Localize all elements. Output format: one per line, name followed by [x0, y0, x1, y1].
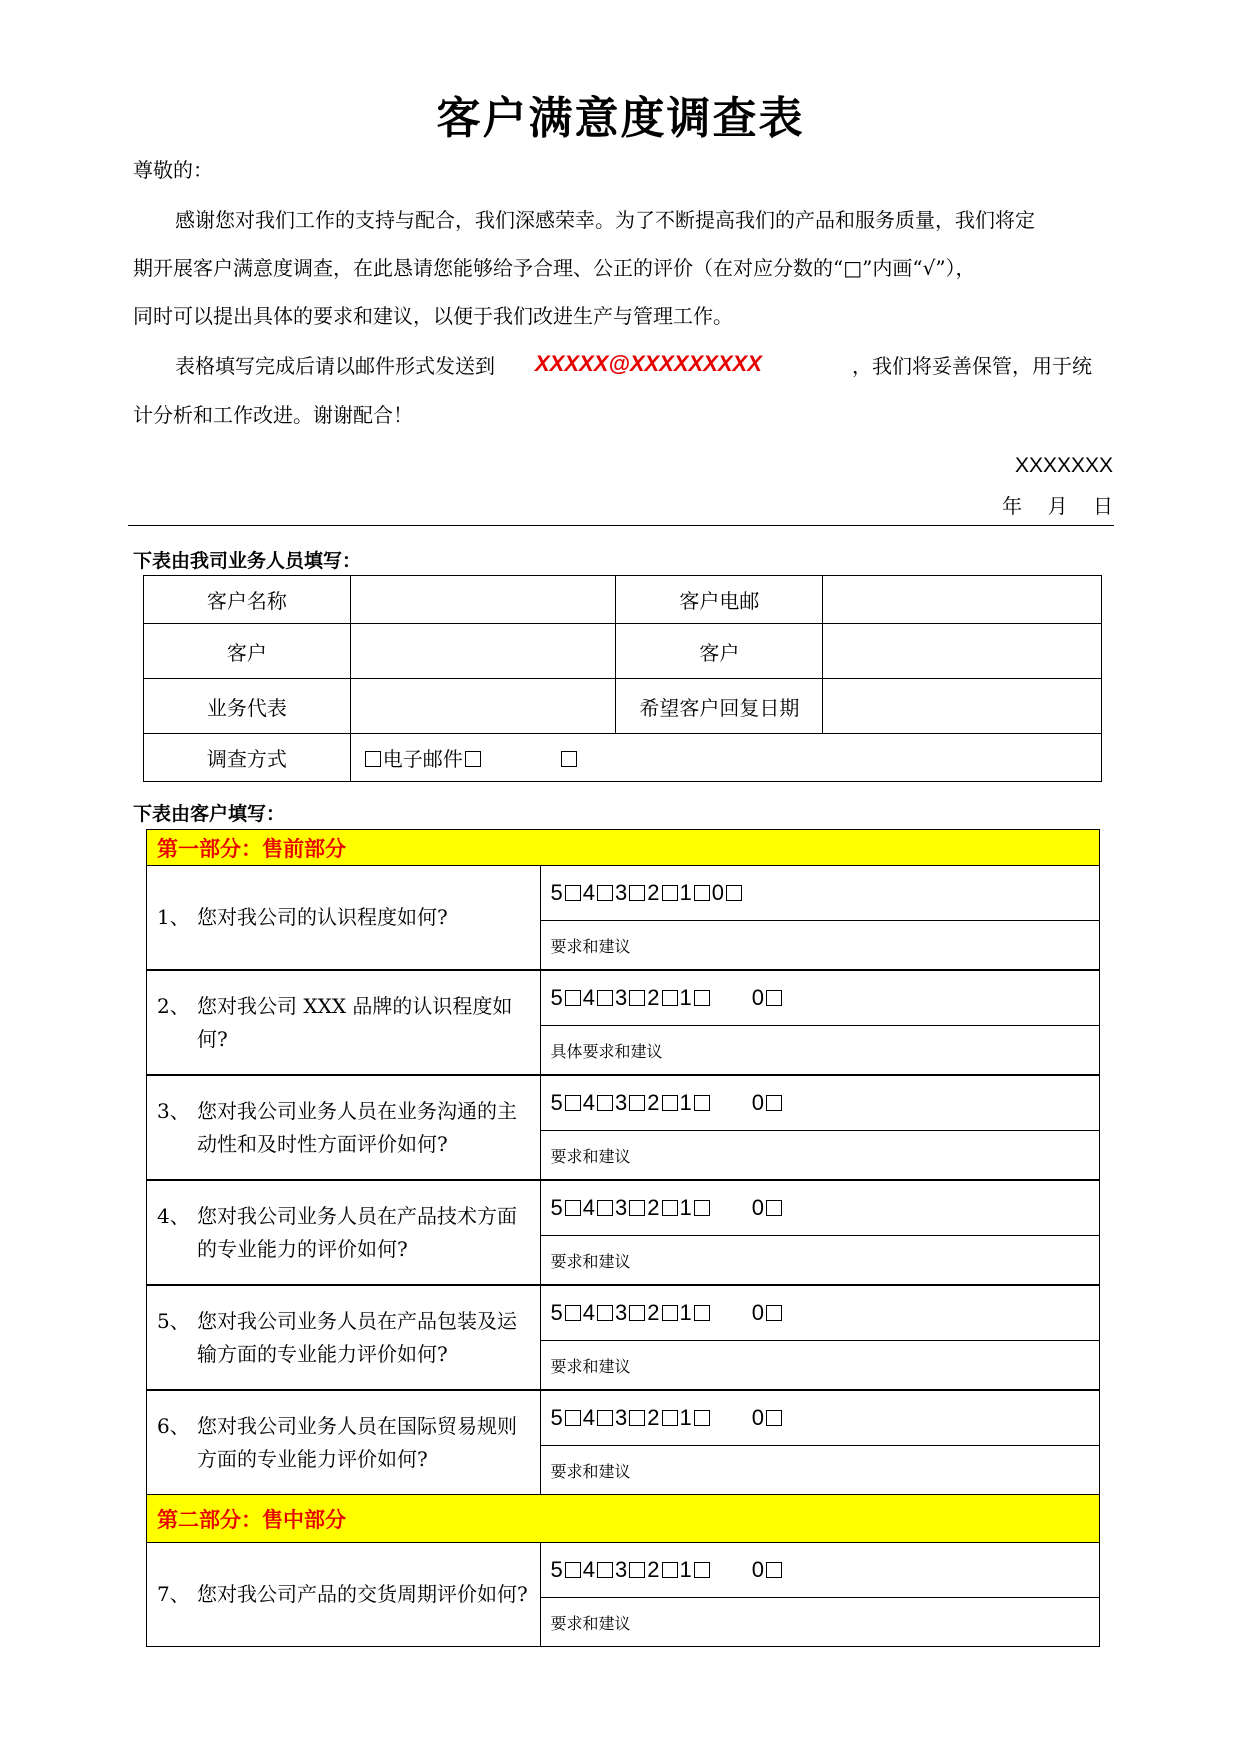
- score-4: 4: [582, 1405, 595, 1430]
- survey-method-options: [350, 734, 1101, 782]
- intro-line-2: 期开展客户满意度调查，在此恳请您能够给予合理、公正的评价（在对应分数的“□”内画“√”），: [133, 256, 976, 280]
- checkbox[interactable]: [465, 751, 481, 767]
- score-1: 1: [679, 1300, 692, 1325]
- question-cell: [147, 971, 541, 1075]
- suggestion-label: 具体要求和建议: [550, 1041, 663, 1061]
- score-3: 3: [615, 1090, 628, 1115]
- score-2: 2: [647, 880, 660, 905]
- question-text: 您对我公司业务人员在业务沟通的主动性和及时性方面评价如何?: [197, 1098, 517, 1156]
- score-options: [540, 1181, 1100, 1236]
- checkbox[interactable]: [629, 1562, 645, 1578]
- suggestion-label: 要求和建议: [550, 1461, 631, 1481]
- survey-method-label: 调查方式: [144, 734, 351, 782]
- score-4: 4: [582, 880, 596, 905]
- score-3: 3: [615, 880, 628, 905]
- score-0: 0: [711, 880, 725, 905]
- score-4: 4: [582, 985, 596, 1010]
- checkbox[interactable]: [629, 990, 645, 1006]
- question-number: 4、: [157, 1203, 190, 1228]
- checkbox[interactable]: [597, 1200, 613, 1216]
- score-3: 3: [615, 1557, 628, 1582]
- suggestion-field[interactable]: [540, 1131, 1100, 1180]
- checkbox[interactable]: [662, 1410, 678, 1426]
- question-cell: [147, 1391, 541, 1495]
- score-2: 2: [647, 1557, 660, 1582]
- question-cell: [147, 1076, 541, 1180]
- checkbox[interactable]: [766, 990, 782, 1006]
- customer-email-label: 客户电邮: [616, 576, 823, 624]
- checkbox[interactable]: [597, 1410, 613, 1426]
- checkbox[interactable]: [694, 1200, 710, 1216]
- part2-band: [146, 1494, 1100, 1543]
- suggestion-label: 要求和建议: [550, 1251, 631, 1271]
- score-3: 3: [615, 1195, 628, 1220]
- customer-field-b[interactable]: [823, 624, 1102, 679]
- checkbox[interactable]: [694, 1562, 710, 1578]
- checkbox[interactable]: [694, 1095, 710, 1111]
- checkbox[interactable]: [766, 1305, 782, 1321]
- question-block: [146, 970, 1100, 1075]
- checkbox[interactable]: [694, 1305, 710, 1321]
- question-block: [146, 1285, 1100, 1390]
- question-text: 您对我公司 XXX 品牌的认识程度如何?: [197, 993, 513, 1051]
- question-block: [146, 1180, 1100, 1285]
- score-0: 0: [751, 1557, 764, 1582]
- customer-label-a: 客户: [144, 624, 351, 679]
- question-block: [146, 865, 1100, 970]
- intro-line-1: 感谢您对我们工作的支持与配合，我们深感荣幸。为了不断提高我们的产品和服务质量，我们将定: [175, 208, 1035, 232]
- checkbox[interactable]: [565, 1095, 581, 1111]
- score-5: 5: [550, 1557, 563, 1582]
- checkbox[interactable]: [662, 990, 678, 1006]
- score-0: 0: [751, 1405, 764, 1430]
- checkbox[interactable]: [766, 1562, 782, 1578]
- customer-name-field[interactable]: [350, 576, 616, 624]
- question-number: 1、: [157, 905, 190, 929]
- checkbox[interactable]: [565, 1305, 581, 1321]
- checkbox[interactable]: [597, 885, 613, 901]
- question-text: 您对我公司的认识程度如何?: [197, 905, 448, 929]
- question-text: 您对我公司业务人员在产品技术方面的专业能力的评价如何?: [197, 1203, 517, 1261]
- suggestion-label: 要求和建议: [550, 1613, 631, 1633]
- checkbox[interactable]: [629, 1305, 645, 1321]
- score-0: 0: [751, 985, 765, 1010]
- staff-section-label: 下表由我司业务人员填写：: [133, 550, 362, 572]
- checkbox[interactable]: [565, 990, 581, 1006]
- question-number: 5、: [157, 1308, 190, 1333]
- suggestion-field[interactable]: [540, 1026, 1099, 1075]
- checkbox[interactable]: [726, 885, 742, 901]
- checkbox[interactable]: [629, 1095, 645, 1111]
- reply-date-field[interactable]: [823, 679, 1102, 734]
- suggestion-field[interactable]: [540, 1341, 1100, 1390]
- question-number: 2、: [157, 993, 190, 1018]
- suggestion-label: 要求和建议: [550, 1356, 631, 1376]
- score-3: 3: [615, 1300, 628, 1325]
- sales-rep-field[interactable]: [350, 679, 616, 734]
- customer-section-label: 下表由客户填写：: [133, 803, 286, 825]
- greeting: 尊敬的：: [133, 158, 213, 182]
- score-1: 1: [679, 1195, 692, 1220]
- question-block: [146, 1075, 1100, 1180]
- customer-field-a[interactable]: [350, 624, 616, 679]
- checkbox[interactable]: [662, 1562, 678, 1578]
- score-5: 5: [550, 985, 563, 1010]
- score-1: 1: [679, 880, 692, 905]
- question-cell: [147, 866, 541, 970]
- checkbox[interactable]: [766, 1200, 782, 1216]
- suggestion-label: 要求和建议: [550, 1146, 631, 1166]
- sales-rep-label: 业务代表: [144, 679, 351, 734]
- score-options: [540, 1076, 1100, 1131]
- score-0: 0: [751, 1090, 764, 1115]
- score-options: [540, 1286, 1100, 1341]
- checkbox[interactable]: [766, 1410, 782, 1426]
- score-options: [540, 866, 1099, 921]
- checkbox[interactable]: [694, 885, 710, 901]
- score-options: [540, 1391, 1100, 1446]
- intro-line-3: 同时可以提出具体的要求和建议，以便于我们改进生产与管理工作。: [133, 304, 733, 328]
- score-5: 5: [550, 880, 563, 905]
- checkbox[interactable]: [662, 1305, 678, 1321]
- score-2: 2: [647, 1300, 660, 1325]
- part2-title: 第二部分：售中部分: [147, 1495, 1100, 1543]
- page-title: 客户满意度调查表: [436, 93, 805, 144]
- checkbox[interactable]: [565, 1562, 581, 1578]
- checkbox[interactable]: [694, 990, 710, 1006]
- score-options: [540, 1543, 1100, 1598]
- checkbox[interactable]: [629, 885, 645, 901]
- checkbox[interactable]: [597, 1562, 613, 1578]
- checkbox[interactable]: [565, 885, 581, 901]
- send-prefix: 表格填写完成后请以邮件形式发送到: [175, 354, 495, 378]
- score-2: 2: [647, 985, 660, 1010]
- score-3: 3: [615, 985, 628, 1010]
- checkbox[interactable]: [662, 1095, 678, 1111]
- question-block: [146, 1390, 1100, 1495]
- suggestion-field[interactable]: [540, 1236, 1100, 1285]
- checkbox[interactable]: [597, 1095, 613, 1111]
- checkbox[interactable]: [694, 1410, 710, 1426]
- score-4: 4: [582, 1090, 595, 1115]
- score-1: 1: [679, 1557, 692, 1582]
- question-cell: [147, 1181, 541, 1285]
- send-line-2: 计分析和工作改进。谢谢配合！: [133, 403, 413, 427]
- score-2: 2: [647, 1195, 660, 1220]
- send-suffix: ，我们将妥善保管，用于统: [852, 354, 1092, 378]
- score-4: 4: [582, 1300, 595, 1325]
- checkbox[interactable]: [629, 1200, 645, 1216]
- suggestion-field[interactable]: [540, 1446, 1100, 1495]
- survey-table: [146, 829, 1100, 866]
- divider: [128, 525, 1114, 526]
- question-number: 7、: [157, 1582, 190, 1606]
- score-5: 5: [550, 1405, 563, 1430]
- customer-name-label: 客户名称: [144, 576, 351, 624]
- score-0: 0: [751, 1300, 764, 1325]
- score-options: [540, 971, 1099, 1026]
- staff-info-table: [143, 575, 1102, 782]
- checkbox[interactable]: [365, 751, 381, 767]
- score-5: 5: [550, 1300, 563, 1325]
- score-5: 5: [550, 1090, 563, 1115]
- question-number: 6、: [157, 1413, 190, 1438]
- question-cell: [147, 1286, 541, 1390]
- suggestion-field[interactable]: [540, 1598, 1100, 1647]
- checkbox[interactable]: [766, 1095, 782, 1111]
- checkbox[interactable]: [597, 990, 613, 1006]
- customer-email-field[interactable]: [823, 576, 1102, 624]
- checkbox[interactable]: [662, 885, 678, 901]
- checkbox[interactable]: [597, 1305, 613, 1321]
- checkbox[interactable]: [565, 1410, 581, 1426]
- score-2: 2: [647, 1405, 660, 1430]
- question-block: [146, 1542, 1100, 1647]
- checkbox[interactable]: [561, 751, 577, 767]
- checkbox[interactable]: [565, 1200, 581, 1216]
- customer-label-b: 客户: [616, 624, 823, 679]
- score-1: 1: [679, 1405, 692, 1430]
- method-option-email: 电子邮件: [382, 747, 463, 771]
- score-1: 1: [679, 1090, 692, 1115]
- date-line: 年 月 日: [1002, 494, 1113, 518]
- question-text: 您对我公司业务人员在国际贸易规则方面的专业能力评价如何?: [197, 1413, 517, 1471]
- score-4: 4: [582, 1557, 595, 1582]
- score-3: 3: [615, 1405, 628, 1430]
- question-number: 3、: [157, 1098, 190, 1123]
- checkbox[interactable]: [662, 1200, 678, 1216]
- score-5: 5: [550, 1195, 563, 1220]
- question-cell: [147, 1543, 541, 1647]
- checkbox[interactable]: [629, 1410, 645, 1426]
- question-text: 您对我公司产品的交货周期评价如何?: [197, 1582, 528, 1606]
- suggestion-field[interactable]: [540, 921, 1099, 970]
- signature: XXXXXXX: [1014, 454, 1113, 477]
- score-4: 4: [582, 1195, 595, 1220]
- suggestion-label: 要求和建议: [550, 936, 631, 956]
- reply-date-label: 希望客户回复日期: [616, 679, 823, 734]
- question-text: 您对我公司业务人员在产品包装及运输方面的专业能力评价如何?: [197, 1308, 517, 1366]
- score-0: 0: [751, 1195, 764, 1220]
- part1-title: 第一部分：售前部分: [147, 830, 1100, 866]
- score-2: 2: [647, 1090, 660, 1115]
- contact-email: XXXXX@XXXXXXXXX: [535, 351, 762, 376]
- score-1: 1: [679, 985, 692, 1010]
